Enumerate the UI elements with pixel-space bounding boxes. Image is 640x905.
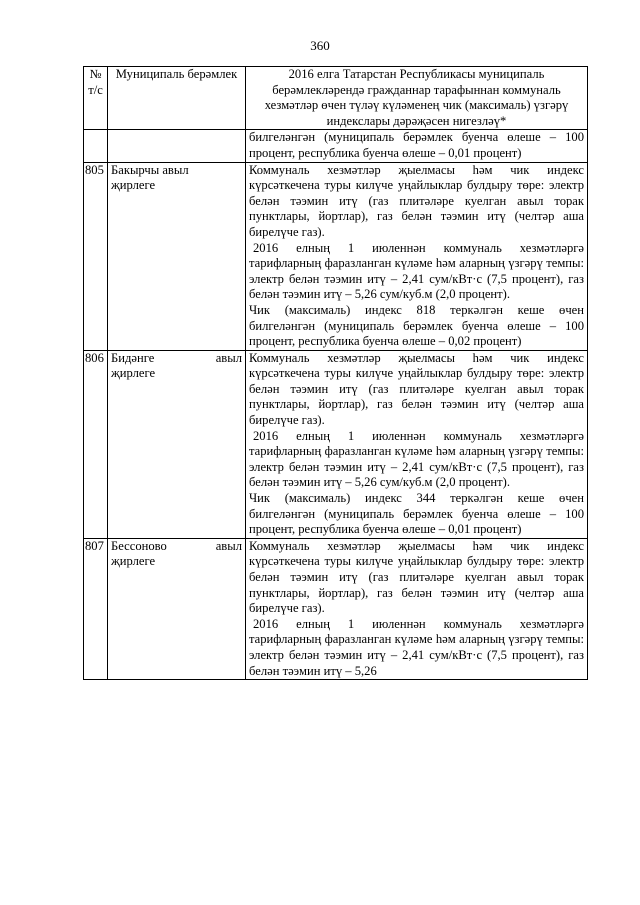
row-number: 806 — [84, 350, 108, 538]
tariff-table — [83, 66, 588, 680]
description-services: Коммуналь хезмәтләр җыелмасы һәм чик индекс күрсәткечена туры килүче уңайлыклар булдыру төре: электр белән тәэмин итү (газ плитәләре куелган авыл торак пунктлары, йортлар), газ белән тәэмин итү (челтәр аша бирелүче газ). — [249, 350, 584, 428]
description-tariffs: 2016 елның 1 июленнән коммуналь хезмәтләргә тарифларның фаразланган күләме һәм аларның үзгәрү темпы: электр белән тәэмин итү – 2,41 сум/кВт·с (7,5 процент), газ белән тәэмин итү – 5,26 сум/куб.м (2,0 процент). — [249, 428, 584, 490]
header-description: 2016 елга Татарстан Республикасы муниципаль берәмлекләрендә гражданнар тарафыннан коммуналь хезмәтләр өчен түләү күләменең чик (максималь) үзгәрү индекслары дәрәҗәсен нигезләү* — [246, 67, 588, 130]
municipality-name: Бидәнге авыл җирлеге — [111, 350, 242, 381]
header-municipality: Муниципаль берәмлек — [108, 67, 246, 130]
header-number: № т/с — [84, 67, 108, 130]
description-index: Чик (максималь) индекс 818 теркәлгән кеше өчен билгеләнгән (муниципаль берәмлек буенча өлеше – 100 процент, республика буенча өлеше – 0,02 процент) — [249, 302, 584, 349]
table-row — [84, 162, 588, 350]
description-index: Чик (максималь) индекс 344 теркәлгән кеше өчен билгеләнгән (муниципаль берәмлек буенча өлеше – 100 процент, республика буенча өлеше – 0,01 процент) — [249, 491, 584, 537]
row-number: 805 — [84, 162, 108, 350]
continuation-row — [84, 130, 588, 162]
continuation-text: билгеләнгән (муниципаль берәмлек буенча өлеше – 100 процент, республика буенча өлеше – 0,01 процент) — [249, 130, 584, 160]
municipality-name: Бессоново авыл җирлеге — [111, 538, 242, 569]
row-number: 807 — [84, 538, 108, 679]
municipality-name: Бакырчы авыл җирлеге — [111, 162, 189, 193]
table-row — [84, 538, 588, 679]
description-services: Коммуналь хезмәтләр җыелмасы һәм чик индекс күрсәткечена туры килүче уңайлыклар булдыру төре: электр белән тәэмин итү (газ плитәләре куелган авыл торак пунктлары, йортлар), газ белән тәэмин итү (челтәр аша бирелүче газ). — [249, 162, 584, 239]
page-number: 360 — [310, 38, 330, 53]
table-row — [84, 350, 588, 538]
table-header-row — [84, 67, 588, 130]
description-tariffs: 2016 елның 1 июленнән коммуналь хезмәтләргә тарифларның фаразланган күләме һәм аларның үзгәрү темпы: электр белән тәэмин итү – 2,41 сум/кВт·с (7,5 процент), газ белән тәэмин итү – 5,26 сум/куб.м (2,0 процент). — [249, 240, 584, 302]
description-services: Коммуналь хезмәтләр җыелмасы һәм чик индекс күрсәткечена туры килүче уңайлыклар булдыру төре: электр белән тәэмин итү (газ плитәләре куелган авыл торак пунктлары, йортлар), газ белән тәэмин итү (челтәр аша бирелүче газ). — [249, 538, 584, 616]
description-tariffs: 2016 елның 1 июленнән коммуналь хезмәтләргә тарифларның фаразланган күләме һәм аларның үзгәрү темпы: электр белән тәэмин итү – 2,41 сум/кВт·с (7,5 процент), газ белән тәэмин итү – 5,26 — [249, 616, 584, 678]
